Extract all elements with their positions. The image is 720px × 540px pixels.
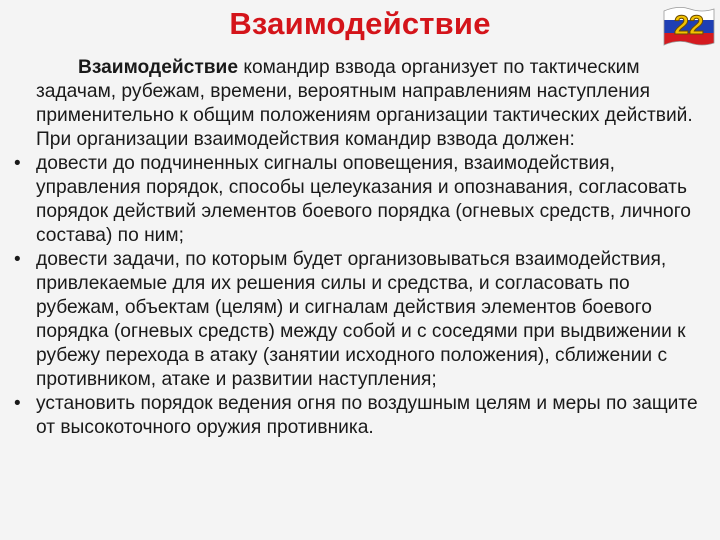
intro-paragraph [36, 56, 698, 152]
list-item [14, 152, 698, 248]
list-item-text: довести до подчиненных сигналы оповещения, взаимодействия, управления порядок, способы целеуказания и опознавания, согласовать порядок действий элементов боевого порядка (огневых средств, личного состава) по ним; [36, 153, 691, 246]
bullet-icon: • [14, 393, 21, 414]
list-item-text: довести задачи, по которым будет организовываться взаимодействия, привлекаемые для их решения силы и средства, и согласовать по рубежам, объектам (целям) и сигналам действия элементов боевого порядка (огневых средств) между собой и с соседями при выдвижении к рубежу перехода в атаку (занятии исходного положения), сближении с противником, атаке и развитии наступления; [36, 249, 686, 390]
slide-title: Взаимодействие [229, 6, 491, 41]
bullet-icon: • [14, 249, 21, 270]
page-number-badge [660, 3, 718, 49]
intro-bold-term: Взаимодействие [78, 57, 238, 78]
bullet-icon: • [14, 153, 21, 174]
list-item [14, 392, 698, 440]
slide-body [14, 56, 698, 440]
list-item [14, 248, 698, 392]
flag-badge-icon [660, 3, 718, 49]
list-item-text: установить порядок ведения огня по воздушным целям и меры по защите от высокоточного оружия противника. [36, 393, 698, 438]
page-number: 22 [673, 10, 705, 40]
intro-text: командир взвода организует по тактическим задачам, рубежам, времени, вероятным направлениям наступления применительно к общим положениям организации тактических действий. При организации взаимодействия командир взвода должен: [36, 57, 693, 150]
